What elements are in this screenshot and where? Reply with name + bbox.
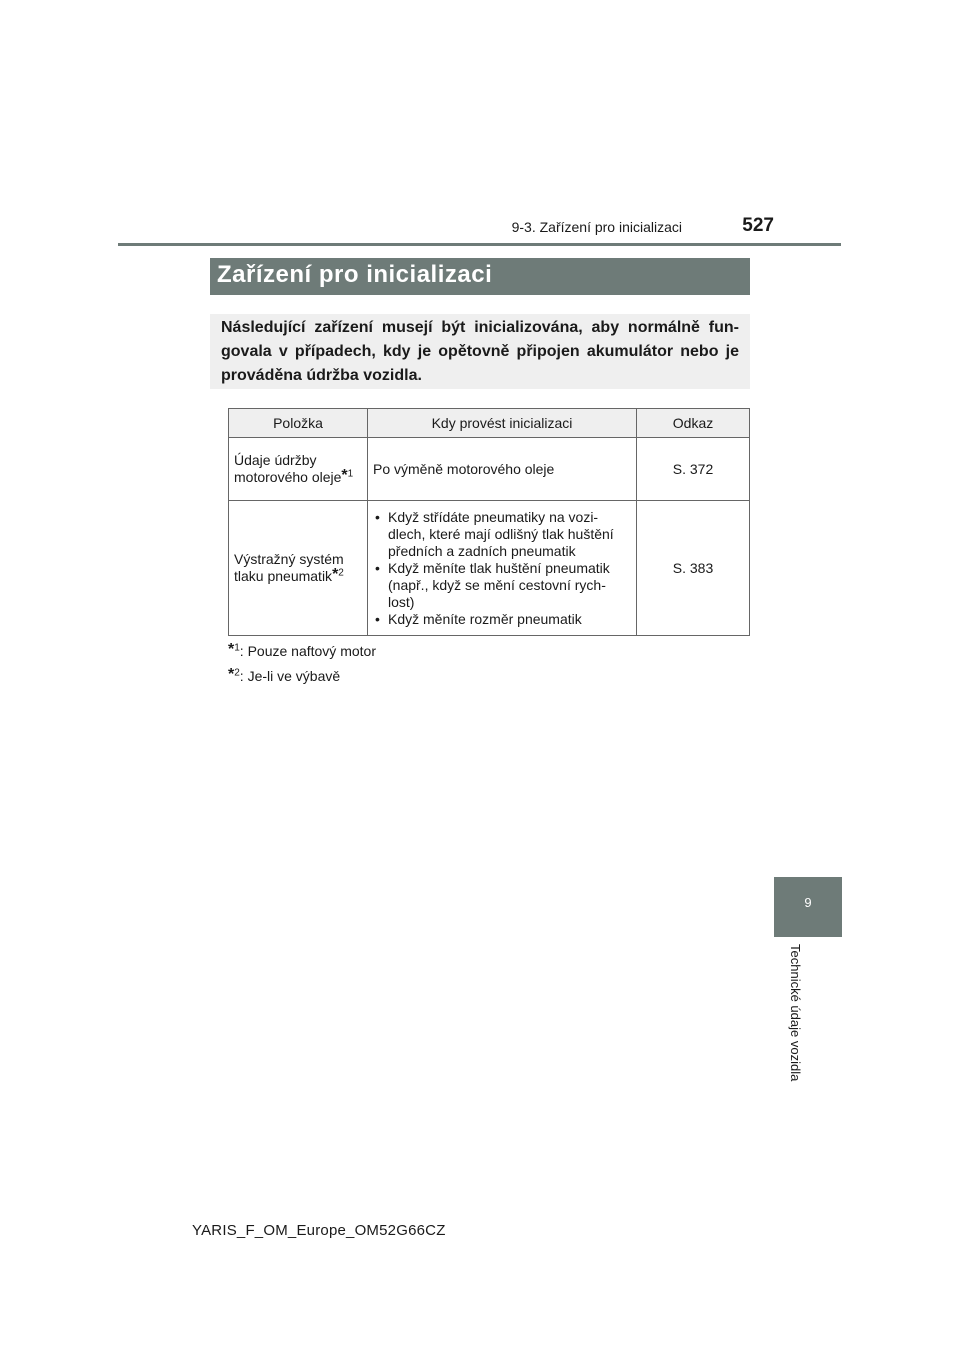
cell-reference: S. 372 xyxy=(637,438,750,501)
section-title: Zařízení pro inicializaci xyxy=(217,261,493,288)
table-row xyxy=(229,438,750,501)
cell-item: Údaje údržby motorového oleje*$^1$ xyxy=(229,438,368,501)
section-title-bar xyxy=(210,258,750,295)
footnote-2: *$^2$: Je-li ve výbavě xyxy=(228,666,341,684)
footnote-number: 2 xyxy=(338,567,344,579)
page-number: 527 xyxy=(742,215,774,236)
cell-when xyxy=(368,501,637,636)
cell-item: Výstražný systém tlaku pneumatik*$^2$ xyxy=(229,501,368,636)
list-item: • Když měníte tlak huštění pneumatik (např., když se mění cestovní rych-lost) xyxy=(373,560,631,611)
table-header-row xyxy=(229,409,750,438)
column-header-reference: Odkaz xyxy=(637,409,750,438)
column-header-when: Kdy provést inicializaci xyxy=(368,409,637,438)
footnote-1: *$^1$: Pouze naftový motor xyxy=(228,641,376,659)
footnote-number: 1 xyxy=(347,468,354,480)
document-code: YARIS_F_OM_Europe_OM52G66CZ xyxy=(192,1222,446,1239)
header-section-title: 9-3. Zařízení pro inicializaci xyxy=(511,219,682,235)
cell-reference: S. 383 xyxy=(637,501,750,636)
footnote-star: * xyxy=(341,467,348,484)
cell-when: Po výměně motorového oleje xyxy=(368,438,637,501)
column-header-item: Položka xyxy=(229,409,368,438)
chapter-tab xyxy=(774,877,842,937)
intro-box xyxy=(210,314,750,389)
footnote-star: * xyxy=(332,566,339,583)
header-rule xyxy=(118,243,841,246)
initialization-table xyxy=(228,408,750,636)
condition-list xyxy=(373,509,631,628)
chapter-number: 9 xyxy=(804,895,812,910)
chapter-label: Technické údaje vozidla xyxy=(788,944,803,1082)
list-item: • Když střídáte pneumatiky na vozi-dlech, které mají odlišný tlak huštění předních a zadních pneumatik xyxy=(373,509,631,560)
intro-text: Následující zařízení musejí být inicializována, aby normálně fun-govala v případech, kdy je opětovně připojen akumulátor nebo je prováděna údržba vozidla. xyxy=(221,319,739,384)
table-row xyxy=(229,501,750,636)
list-item: • Když měníte rozměr pneumatik xyxy=(373,611,631,628)
